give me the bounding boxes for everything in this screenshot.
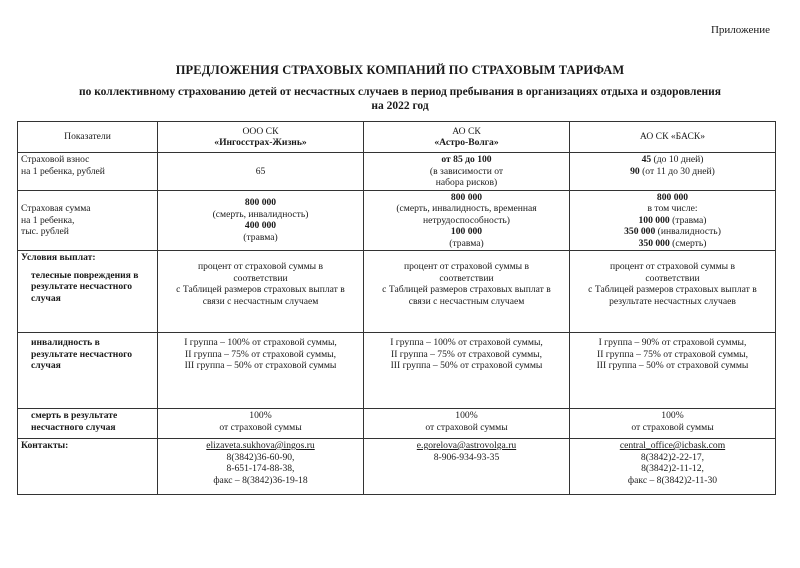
subtitle-line-2: на 2022 год [371, 100, 429, 112]
injury-ingos: процент от страховой суммы в соответствии с Таблицей размеров страховых выплат в связи с несчастным случаем [158, 251, 364, 333]
table-row-injury [18, 251, 776, 333]
contacts-astrovolga: e.gorelova@astrovolga.ru 8-906-934-93-35 [364, 439, 570, 495]
contacts-ingos: elizaveta.sukhova@ingos.ru 8(3842)36-60-90, 8-651-174-88-38, факс – 8(3842)36-19-18 [158, 439, 364, 495]
appendix-label: Приложение [710, 24, 770, 36]
contacts-bask: central_office@icbask.com 8(3842)2-22-17, 8(3842)2-11-12, факс – 8(3842)2-11-30 [570, 439, 776, 495]
table-row-premium [18, 153, 776, 191]
subtitle-line-1: по коллективному страхованию детей от несчастных случаев в период пребывания в организациях отдыха и оздоровления [78, 86, 722, 98]
sum-bask: 800 000 в том числе: 100 000 (травма) 350 000 (инвалидность) 350 000 (смерть) [570, 190, 776, 251]
ingos-email-link[interactable]: elizaveta.sukhova@ingos.ru [206, 440, 315, 451]
header-ingos: ООО СК «Ингосстрах-Жизнь» [158, 122, 364, 153]
table-row-death [18, 409, 776, 439]
sum-label: Страховая сумма на 1 ребенка, тыс. рублей [18, 190, 158, 251]
bask-email-link[interactable]: central_office@icbask.com [619, 440, 726, 451]
table-header-row [18, 122, 776, 153]
table-row-contacts [18, 439, 776, 495]
sum-ingos: 800 000 (смерть, инвалидность) 400 000 (травма) [158, 190, 364, 251]
premium-ingos: 65 [158, 153, 364, 191]
premium-astrovolga: от 85 до 100 (в зависимости от набора рисков) [364, 153, 570, 191]
contacts-label: Контакты: [18, 439, 158, 495]
death-bask: 100% от страховой суммы [570, 409, 776, 439]
header-astrovolga: АО СК «Астро-Волга» [364, 122, 570, 153]
disability-ingos: I группа – 100% от страховой суммы, II группа – 75% от страховой суммы, III группа – 50% от страховой суммы [158, 333, 364, 409]
header-indicators: Показатели [18, 122, 158, 153]
injury-label: Условия выплат: телесные повреждения в результате несчастного случая [18, 251, 158, 333]
death-astrovolga: 100% от страховой суммы [364, 409, 570, 439]
death-label: смерть в результате несчастного случая [18, 409, 158, 439]
injury-astrovolga: процент от страховой суммы в соответствии с Таблицей размеров страховых выплат в связи с несчастным случаем [364, 251, 570, 333]
header-bask: АО СК «БАСК» [570, 122, 776, 153]
conditions-label: Условия выплат: [21, 252, 96, 263]
disability-label: инвалидность в результате несчастного случая [18, 333, 158, 409]
page-title: ПРЕДЛОЖЕНИЯ СТРАХОВЫХ КОМПАНИЙ ПО СТРАХОВЫМ ТАРИФАМ [175, 63, 625, 77]
sum-astrovolga: 800 000 (смерть, инвалидность, временная нетрудоспособность) 100 000 (травма) [364, 190, 570, 251]
disability-bask: I группа – 90% от страховой суммы, II группа – 75% от страховой суммы, III группа – 50% от страховой суммы [570, 333, 776, 409]
tariffs-table [17, 121, 776, 495]
astrovolga-email-link[interactable]: e.gorelova@astrovolga.ru [416, 440, 517, 451]
injury-bask: процент от страховой суммы в соответствии с Таблицей размеров страховых выплат в результате несчастных случаев [570, 251, 776, 333]
death-ingos: 100% от страховой суммы [158, 409, 364, 439]
table-row-sum-insured [18, 190, 776, 251]
premium-bask: 45 (до 10 дней) 90 (от 11 до 30 дней) [570, 153, 776, 191]
premium-label: Страховой взнос на 1 ребенка, рублей [18, 153, 158, 191]
disability-astrovolga: I группа – 100% от страховой суммы, II группа – 75% от страховой суммы, III группа – 50% от страховой суммы [364, 333, 570, 409]
page-subtitle [40, 85, 760, 113]
table-row-disability [18, 333, 776, 409]
